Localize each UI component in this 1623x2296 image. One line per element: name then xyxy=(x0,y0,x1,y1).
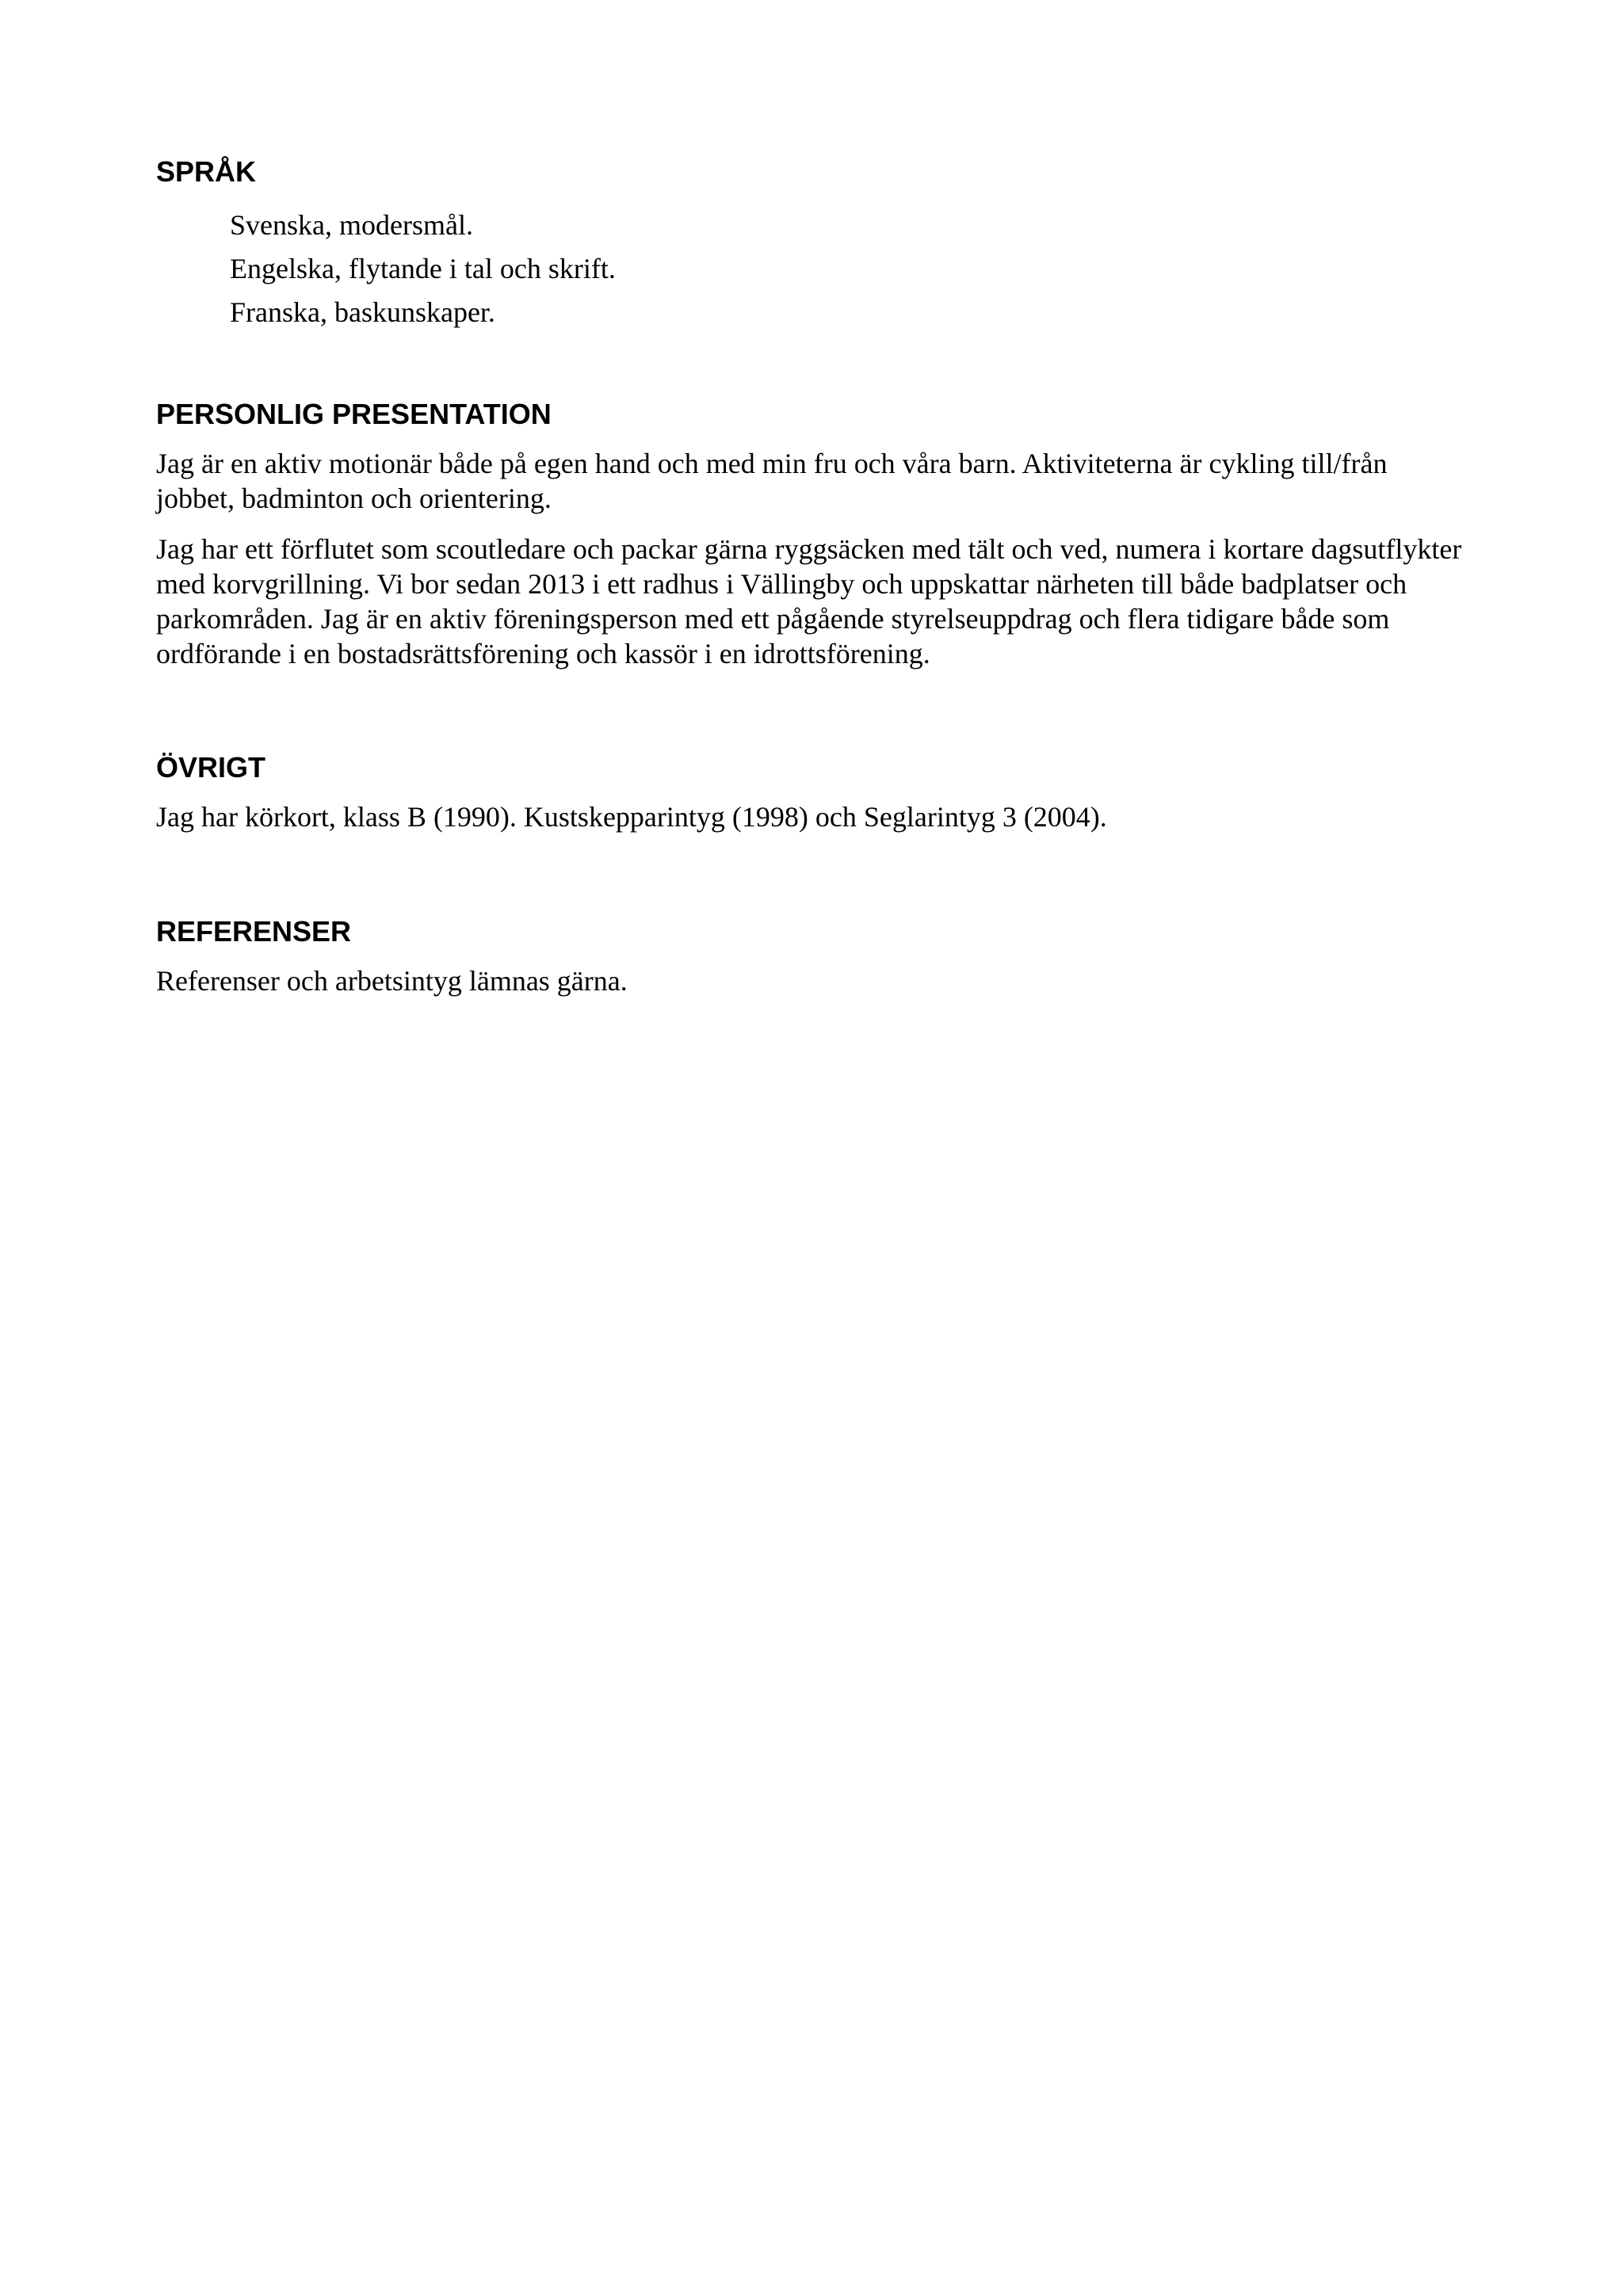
presentation-paragraph: Jag har ett förflutet som scoutledare och packar gärna ryggsäcken med tält och ved, numera i kortare dagsutflykter med korvgrillning. Vi bor sedan 2013 i ett radhus i Vällingby och uppskattar närheten till både badplatser och parkområden. Jag är en aktiv föreningsperson med ett pågående styrelseuppdrag och flera tidigare både som ordförande i en bostadsrättsförening och kassör i en idrottsförening. xyxy=(156,533,1462,669)
ovrigt-text: Jag har körkort, klass B (1990). Kustskepparintyg (1998) och Seglarintyg 3 (2004). xyxy=(156,801,1107,833)
section-heading-personlig-presentation: PERSONLIG PRESENTATION xyxy=(156,398,552,430)
language-list xyxy=(230,204,616,334)
section-heading-sprak: SPRÅK xyxy=(156,155,257,188)
section-heading-referenser: REFERENSER xyxy=(156,915,352,948)
language-item: Engelska, flytande i tal och skrift. xyxy=(230,253,616,284)
section-heading-ovrigt: ÖVRIGT xyxy=(156,751,266,784)
language-item: Franska, baskunskaper. xyxy=(230,296,495,328)
language-item: Svenska, modersmål. xyxy=(230,209,473,241)
referenser-text: Referenser och arbetsintyg lämnas gärna. xyxy=(156,965,628,997)
presentation-paragraph: Jag är en aktiv motionär både på egen hand och med min fru och våra barn. Aktiviteterna är cykling till/från jobbet, badminton och orientering. xyxy=(156,448,1388,514)
